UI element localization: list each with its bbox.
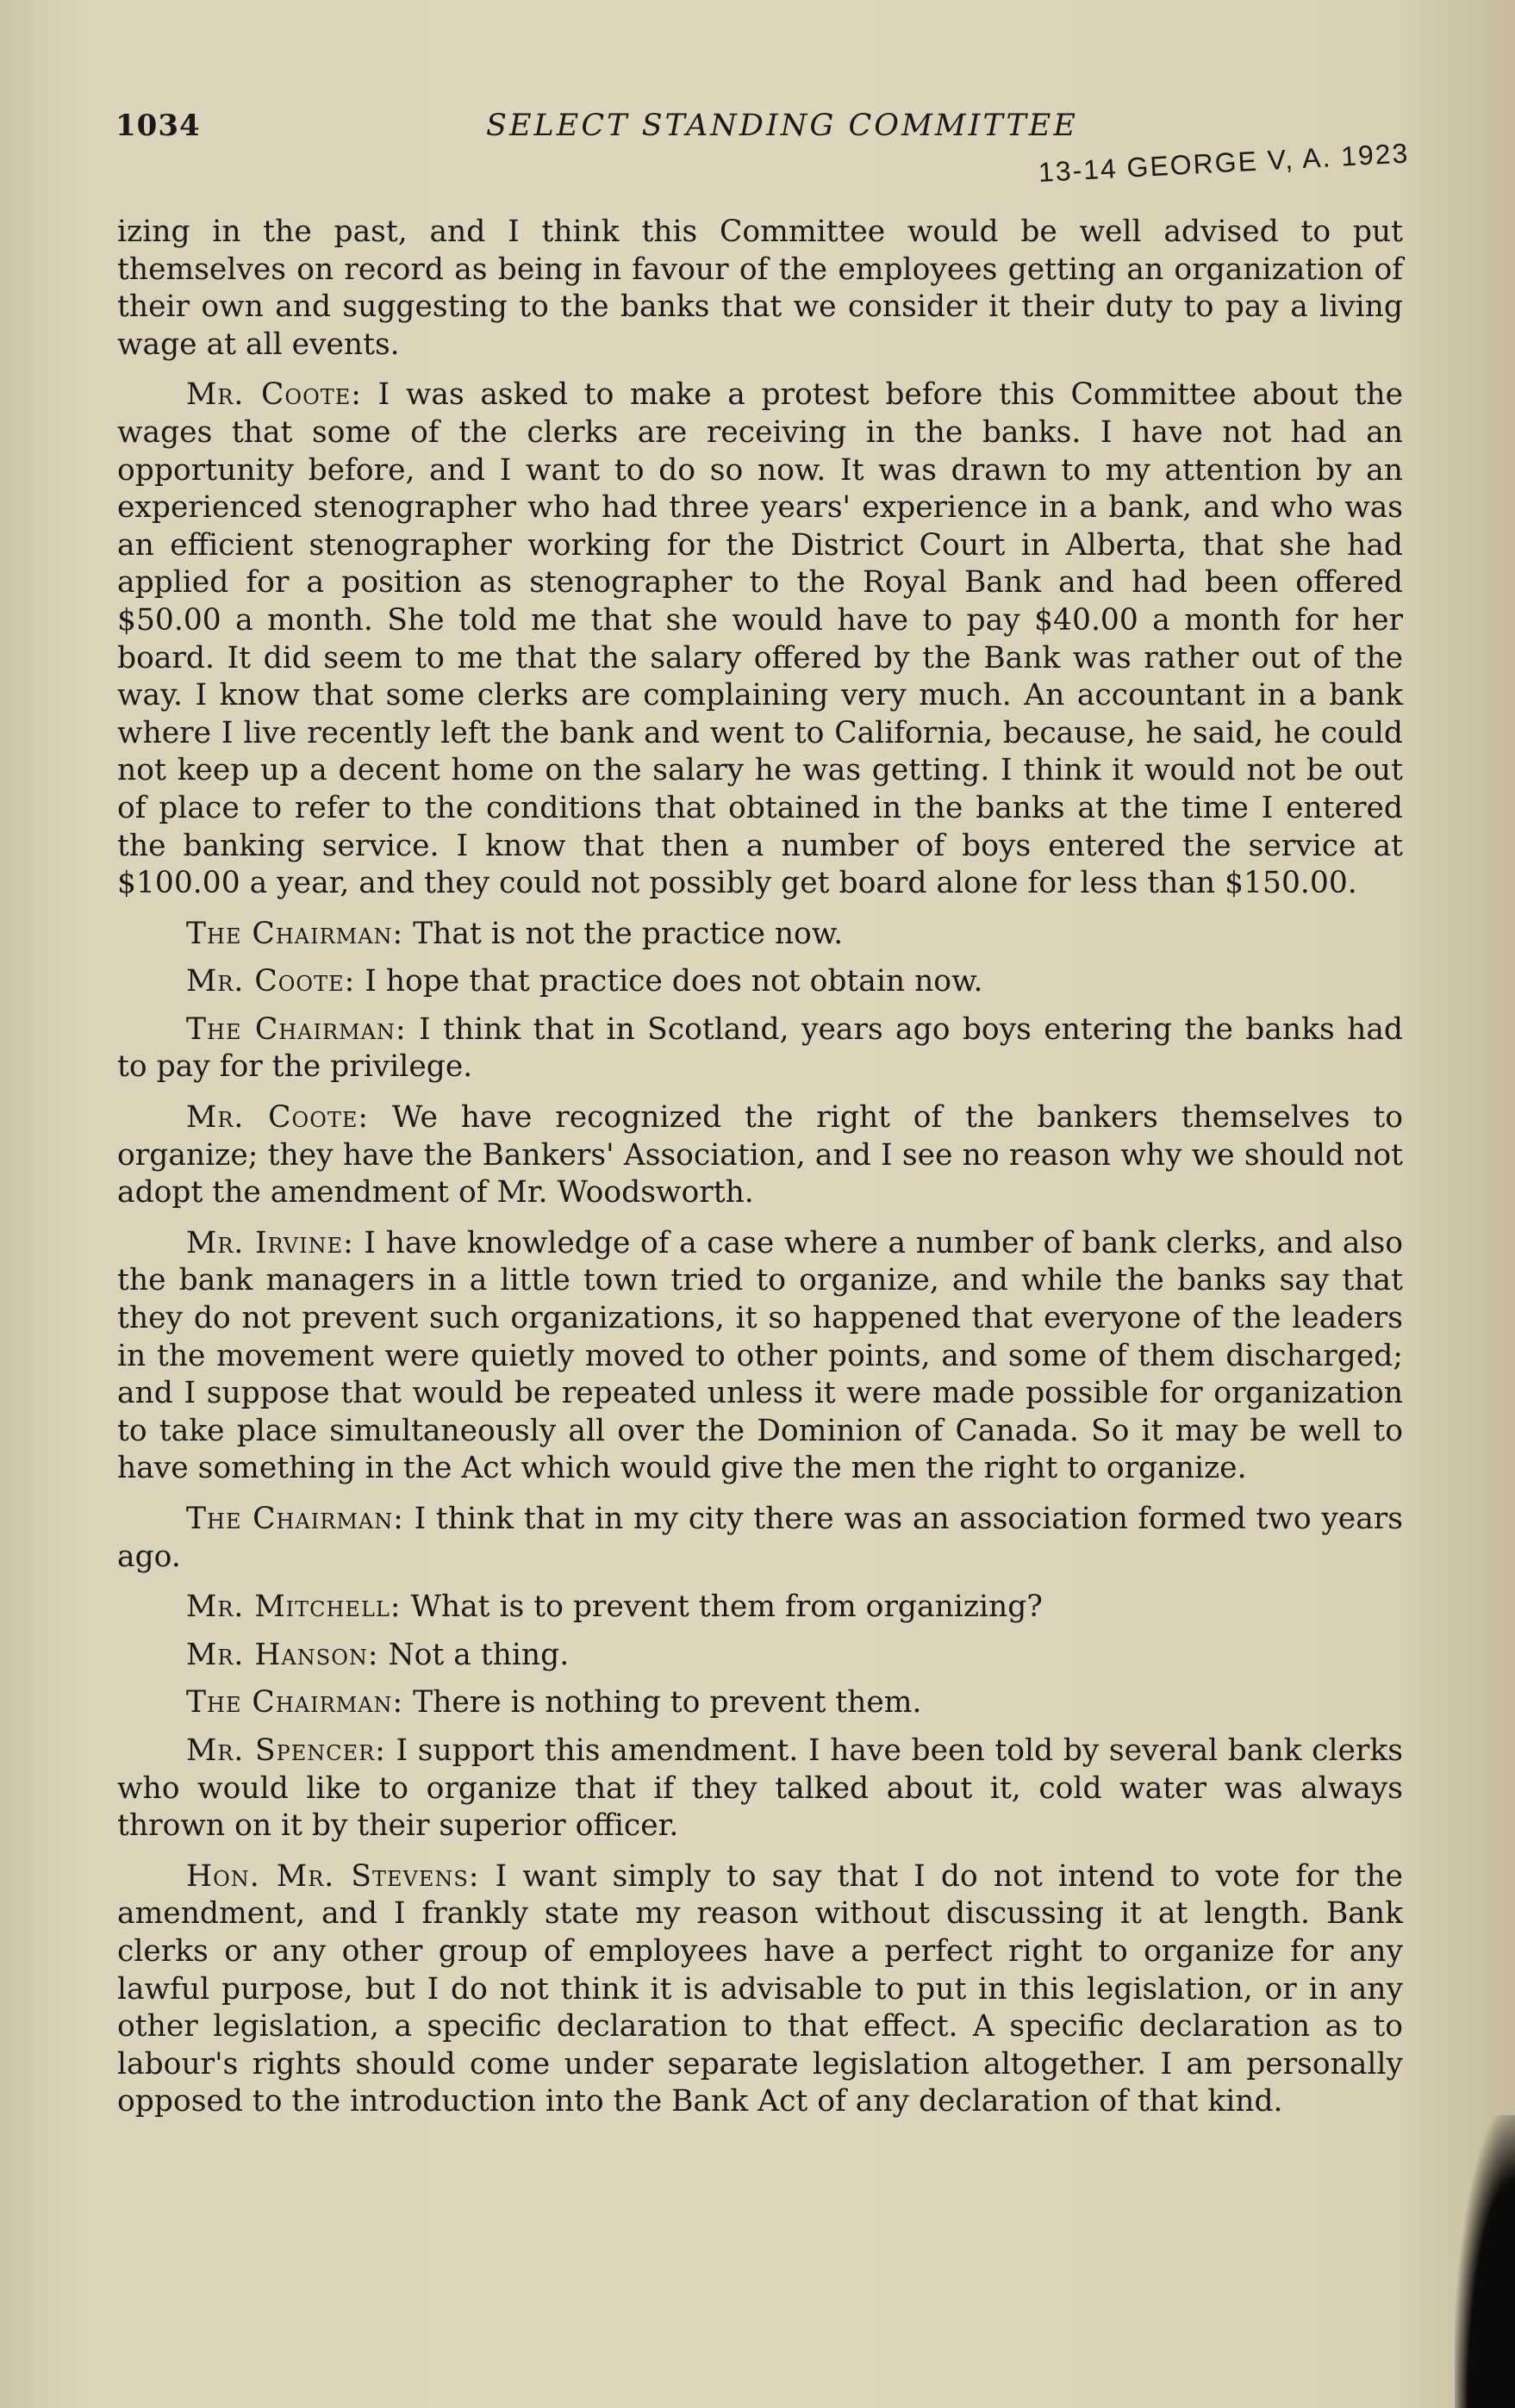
paragraph-text: What is to prevent them from organizing?	[410, 1590, 1043, 1625]
paragraph-stevens	[117, 1858, 1403, 2121]
paragraph-text: That is not the practice now.	[413, 916, 844, 951]
running-title: SELECT STANDING COMMITTEE	[486, 109, 1078, 143]
paragraph-hanson	[117, 1637, 1403, 1675]
speaker-name: The Chairman:	[186, 1685, 404, 1720]
paragraph-text: I was asked to make a protest before this Committee about the wages that some of the clerks are receiving in the banks. I have not had an opportunity before, and I want to do so now. It was drawn to my attention by an experienced stenographer who had three years' experience in a bank, and who was an efficient stenographer working for the District Court in Alberta, that she had applied for a position as stenographer to the Royal Bank and had been offered $50.00 a month. She told me that she would have to pay $40.00 a month for her board. It did seem to me that the salary offered by the Bank was rather out of the way. I know that some clerks are complaining very much. An accountant in a bank where I live recently left the bank and went to California, because, he said, he could not keep up a decent home on the salary he was getting. I think it would not be out of place to refer to the conditions that obtained in the banks at the time I entered the banking service. I know that then a number of boys entered the service at $100.00 a year, and they could not possibly get board alone for less than $150.00.	[117, 377, 1404, 901]
paragraph-text: I have knowledge of a case where a number of bank clerks, and also the bank managers in a little town tried to organize, and while the banks say that they do not prevent such organizations, it so happened that everyone of the leaders in the movement were quietly moved to other points, and some of them discharged; and I suppose that would be repeated unless it were made possible for organization to take place simultaneously all over the Dominion of Canada. So it may be well to have something in the Act which would give the men the right to organize.	[117, 1225, 1403, 1486]
paragraph-text: Not a thing.	[388, 1637, 570, 1672]
speaker-name: Mr. Mitchell:	[186, 1590, 402, 1625]
body-text	[117, 214, 1403, 2134]
paragraph-continued	[117, 214, 1403, 364]
paragraph-mitchell	[117, 1589, 1403, 1627]
speaker-name: Mr. Coote:	[186, 377, 362, 413]
speaker-name: The Chairman:	[186, 1011, 407, 1047]
paragraph-spencer	[117, 1733, 1403, 1845]
paragraph-text: I think that in Scotland, years ago boys entering the banks had to pay for the privilege.	[117, 1011, 1404, 1085]
paragraph-chairman-1	[117, 916, 1403, 954]
paragraph-text: I hope that practice does not obtain now.	[365, 964, 983, 999]
paragraph-text: There is nothing to prevent them.	[413, 1685, 922, 1720]
speaker-name: Mr. Coote:	[186, 1100, 370, 1136]
speaker-name: The Chairman:	[186, 1502, 404, 1536]
paragraph-chairman-4	[117, 1684, 1403, 1722]
paragraph-text: I want simply to say that I do not intend to vote for the amendment, and I frankly state my reason without discussing it at length. Bank clerks or any other group of employees have a perfect right to organize for any lawful purpose, but I do not think it is advisable to put in this legislation, or in any other legislation, a specific declaration to that effect. A specific declaration as to labour's rights should come under separate legislation altogether. I am personally opposed to the introduction into the Bank Act of any declaration of that kind.	[117, 1858, 1403, 2119]
speaker-name: Hon. Mr. Stevens:	[186, 1858, 480, 1894]
session-label: 13-14 GEORGE V, A. 1923	[1038, 137, 1411, 188]
paragraph-chairman-2	[117, 1011, 1403, 1086]
paragraph-text: I support this amendment. I have been told by several bank clerks who would like to organize that if they talked about it, cold water was always thrown on it by their superior officer.	[117, 1733, 1403, 1844]
paragraph-coote-protest	[117, 376, 1403, 902]
paragraph-coote-2	[117, 963, 1403, 1001]
paragraph-coote-3	[117, 1099, 1403, 1212]
paragraph-text: I think that in my city there was an association formed two years ago.	[117, 1502, 1403, 1574]
page-number: 1034	[115, 109, 201, 143]
paragraph-irvine	[117, 1225, 1403, 1488]
paragraph-chairman-3	[117, 1501, 1403, 1576]
speaker-name: Mr. Coote:	[186, 964, 356, 999]
running-head	[115, 109, 1408, 152]
speaker-name: Mr. Spencer:	[186, 1733, 386, 1768]
paragraph-text: izing in the past, and I think this Committee would be well advised to put themselves on record as being in favour of the employees getting an organization of their own and suggesting to the banks that we consider it their duty to pay a living wage at all events.	[117, 215, 1403, 362]
speaker-name: Mr. Irvine:	[186, 1225, 354, 1260]
speaker-name: The Chairman:	[186, 916, 404, 951]
binding-shadow	[1455, 2115, 1515, 2408]
speaker-name: Mr. Hanson:	[186, 1637, 379, 1672]
paragraph-text: We have recognized the right of the bankers themselves to organize; they have the Bankers' Association, and I see no reason why we should not adopt the amendment of Mr. Woodsworth.	[117, 1100, 1403, 1210]
